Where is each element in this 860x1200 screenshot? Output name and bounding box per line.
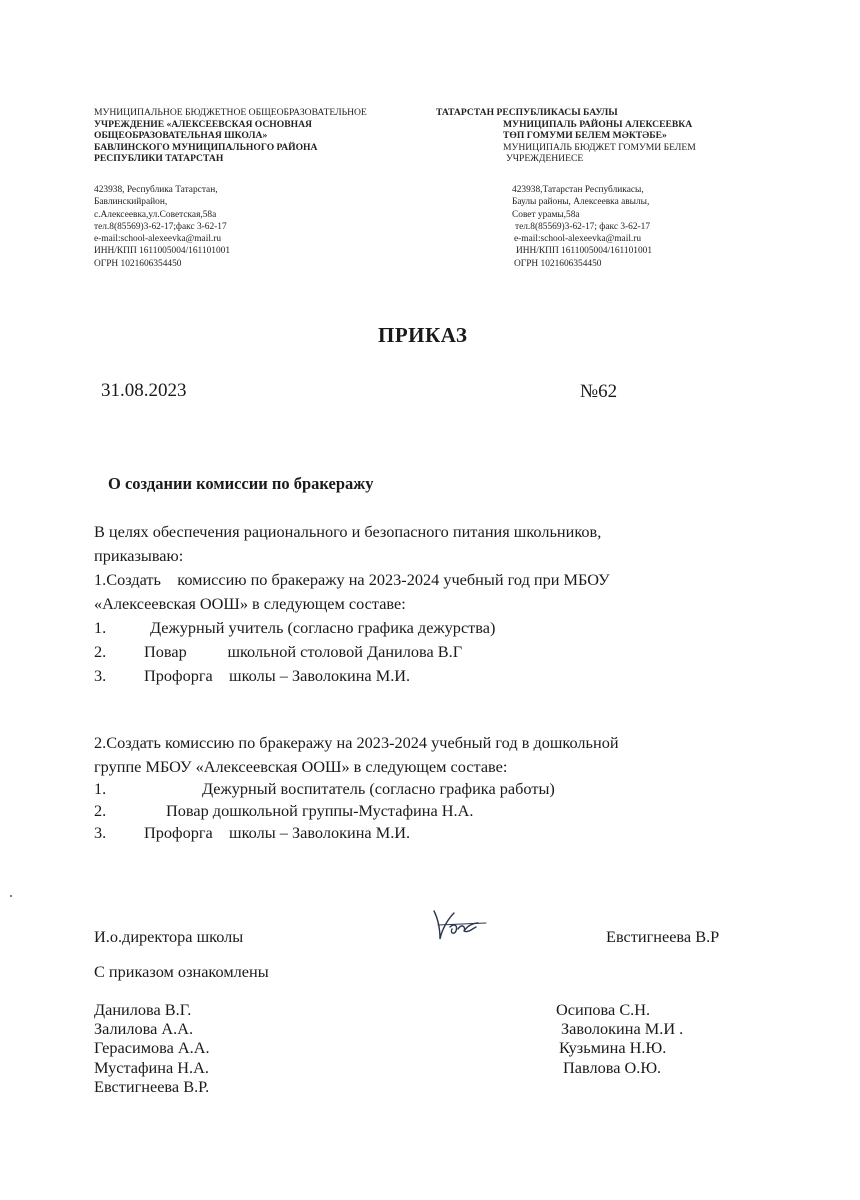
- acquainted-heading: С приказом ознакомлены: [94, 962, 269, 981]
- names-left-list: [94, 1000, 210, 1096]
- list-item: Залилова А.А.: [94, 1019, 194, 1039]
- signature-mark: [428, 905, 492, 954]
- header-left-line: ОБЩЕОБРАЗОВАТЕЛЬНАЯ ШКОЛА»: [94, 130, 268, 141]
- address-left-line: 423938, Республика Татарстан,: [94, 185, 218, 195]
- address-right-line: Баулы районы, Алексеевка авылы,: [512, 197, 650, 208]
- header-right-line: МУНИЦИПАЛЬ РАЙОНЫ АЛЕКСЕЕВКА: [503, 118, 693, 130]
- list-item-number: 2.: [94, 801, 107, 820]
- list-item: [94, 640, 610, 664]
- intro-line: В целях обеспечения рационального и безопасного питания школьников,: [94, 522, 602, 541]
- list-item: Герасимова А.А.: [94, 1038, 210, 1058]
- header-right-line: УЧРЕЖДЕНИЕСЕ: [506, 153, 584, 164]
- list-item: Осипова С.Н.: [556, 1000, 651, 1019]
- address-right-line: 423938,Татарстан Республикасы,: [512, 185, 644, 195]
- list-item: Мустафина Н.А.: [94, 1057, 209, 1077]
- list-item-number: 1.: [94, 779, 107, 798]
- list-item: Евстигнеева В.Р.: [94, 1076, 210, 1096]
- address-left-line: ОГРН 1021606354450: [94, 258, 182, 269]
- list-item: Данилова В.Г.: [94, 1000, 192, 1019]
- order-body-section2: [94, 731, 619, 779]
- page-title: ПРИКАЗ: [378, 323, 468, 347]
- list-item: [94, 822, 555, 844]
- header-left-line: РЕСПУБЛИКИ ТАТАРСТАН: [94, 153, 224, 164]
- section2-line: группе МБОУ «Алексеевская ООШ» в следующем составе:: [94, 757, 508, 776]
- address-left-line: ИНН/КПП 1611005004/161101001: [94, 246, 231, 257]
- order-body: [94, 520, 610, 688]
- address-right-line: ИНН/КПП 1611005004/161101001: [516, 246, 653, 257]
- section1-line: 1.Создать комиссию по бракеражу на 2023-2024 учебный год при МБОУ: [94, 570, 610, 589]
- section2-line: 2.Создать комиссию по бракеражу на 2023-2024 учебный год в дошкольной: [94, 733, 619, 752]
- scan-speck: [10, 895, 12, 897]
- handwritten-signature: [428, 905, 492, 949]
- address-right-line: Совет урамы,58а: [512, 209, 580, 220]
- list-item-text: Повар школьной столовой Данилова В.Г: [144, 642, 463, 661]
- list-item-number: 3.: [94, 823, 107, 842]
- list-item: Заволокина М.И .: [561, 1019, 684, 1039]
- list-item: [94, 778, 555, 800]
- list-item-text: Профорга школы – Заволокина М.И.: [144, 823, 411, 842]
- order-number: №62: [580, 381, 618, 402]
- address-left-line: с.Алексеевка,ул.Советская,58а: [94, 209, 217, 220]
- intro-line: приказываю:: [94, 546, 184, 565]
- director-name: Евстигнеева В.Р: [606, 927, 720, 946]
- names-right-list: [556, 1000, 683, 1077]
- list-item-text: Дежурный учитель (согласно графика дежурства): [150, 618, 496, 637]
- header-left-line: МУНИЦИПАЛЬНОЕ БЮДЖЕТНОЕ ОБЩЕОБРАЗОВАТЕЛЬНОЕ: [94, 107, 367, 118]
- header-right-line: ТАТАРСТАН РЕСПУБЛИКАСЫ БАУЛЫ: [436, 107, 618, 118]
- address-left-line: Бавлинскийрайон,: [94, 197, 168, 208]
- list-item-number: 1.: [94, 618, 107, 637]
- header-left: [94, 107, 367, 165]
- address-right-line: e-mail:school-alexeevka@mail.ru: [514, 234, 642, 245]
- section1-line: «Алексеевская ООШ» в следующем составе:: [94, 594, 406, 613]
- address-left: [94, 184, 230, 270]
- list-item: [94, 616, 610, 640]
- list-item: [94, 664, 610, 688]
- address-left-line: тел.8(85569)3-62-17;факс 3-62-17: [94, 221, 227, 232]
- address-right-line: ОГРН 1021606354450: [514, 258, 602, 269]
- director-title: И.о.директора школы: [94, 927, 244, 946]
- list-item: Павлова О.Ю.: [563, 1057, 662, 1077]
- header-right-line: ТӨП ГОМУМИ БЕЛЕМ МӘКТӘБЕ»: [503, 130, 667, 141]
- list-item-text: Профорга школы – Заволокина М.И.: [144, 666, 411, 685]
- list-item-number: 2.: [94, 642, 107, 661]
- address-right-line: тел.8(85569)3-62-17; факс 3-62-17: [515, 221, 651, 232]
- list-item: Кузьмина Н.Ю.: [559, 1038, 667, 1058]
- order-date: 31.08.2023: [101, 380, 187, 401]
- address-right: [512, 184, 652, 270]
- list-item-text: Дежурный воспитатель (согласно графика работы): [202, 779, 555, 798]
- list-item-number: 3.: [94, 666, 107, 685]
- list-item-text: Повар дошкольной группы-Мустафина Н.А.: [166, 801, 474, 820]
- address-left-line: e-mail:school-alexeevka@mail.ru: [94, 234, 222, 245]
- header-right: [436, 107, 696, 165]
- order-list2: [94, 778, 555, 844]
- header-left-line: БАВЛИНСКОГО МУНИЦИПАЛЬНОГО РАЙОНА: [94, 141, 318, 153]
- header-left-line: УЧРЕЖДЕНИЕ «АЛЕКСЕЕВСКАЯ ОСНОВНАЯ: [94, 118, 312, 130]
- header-right-line: МУНИЦИПАЛЬ БЮДЖЕТ ГОМУМИ БЕЛЕМ: [503, 141, 696, 153]
- list-item: [94, 800, 555, 822]
- order-subject: О создании комиссии по бракеражу: [108, 474, 374, 493]
